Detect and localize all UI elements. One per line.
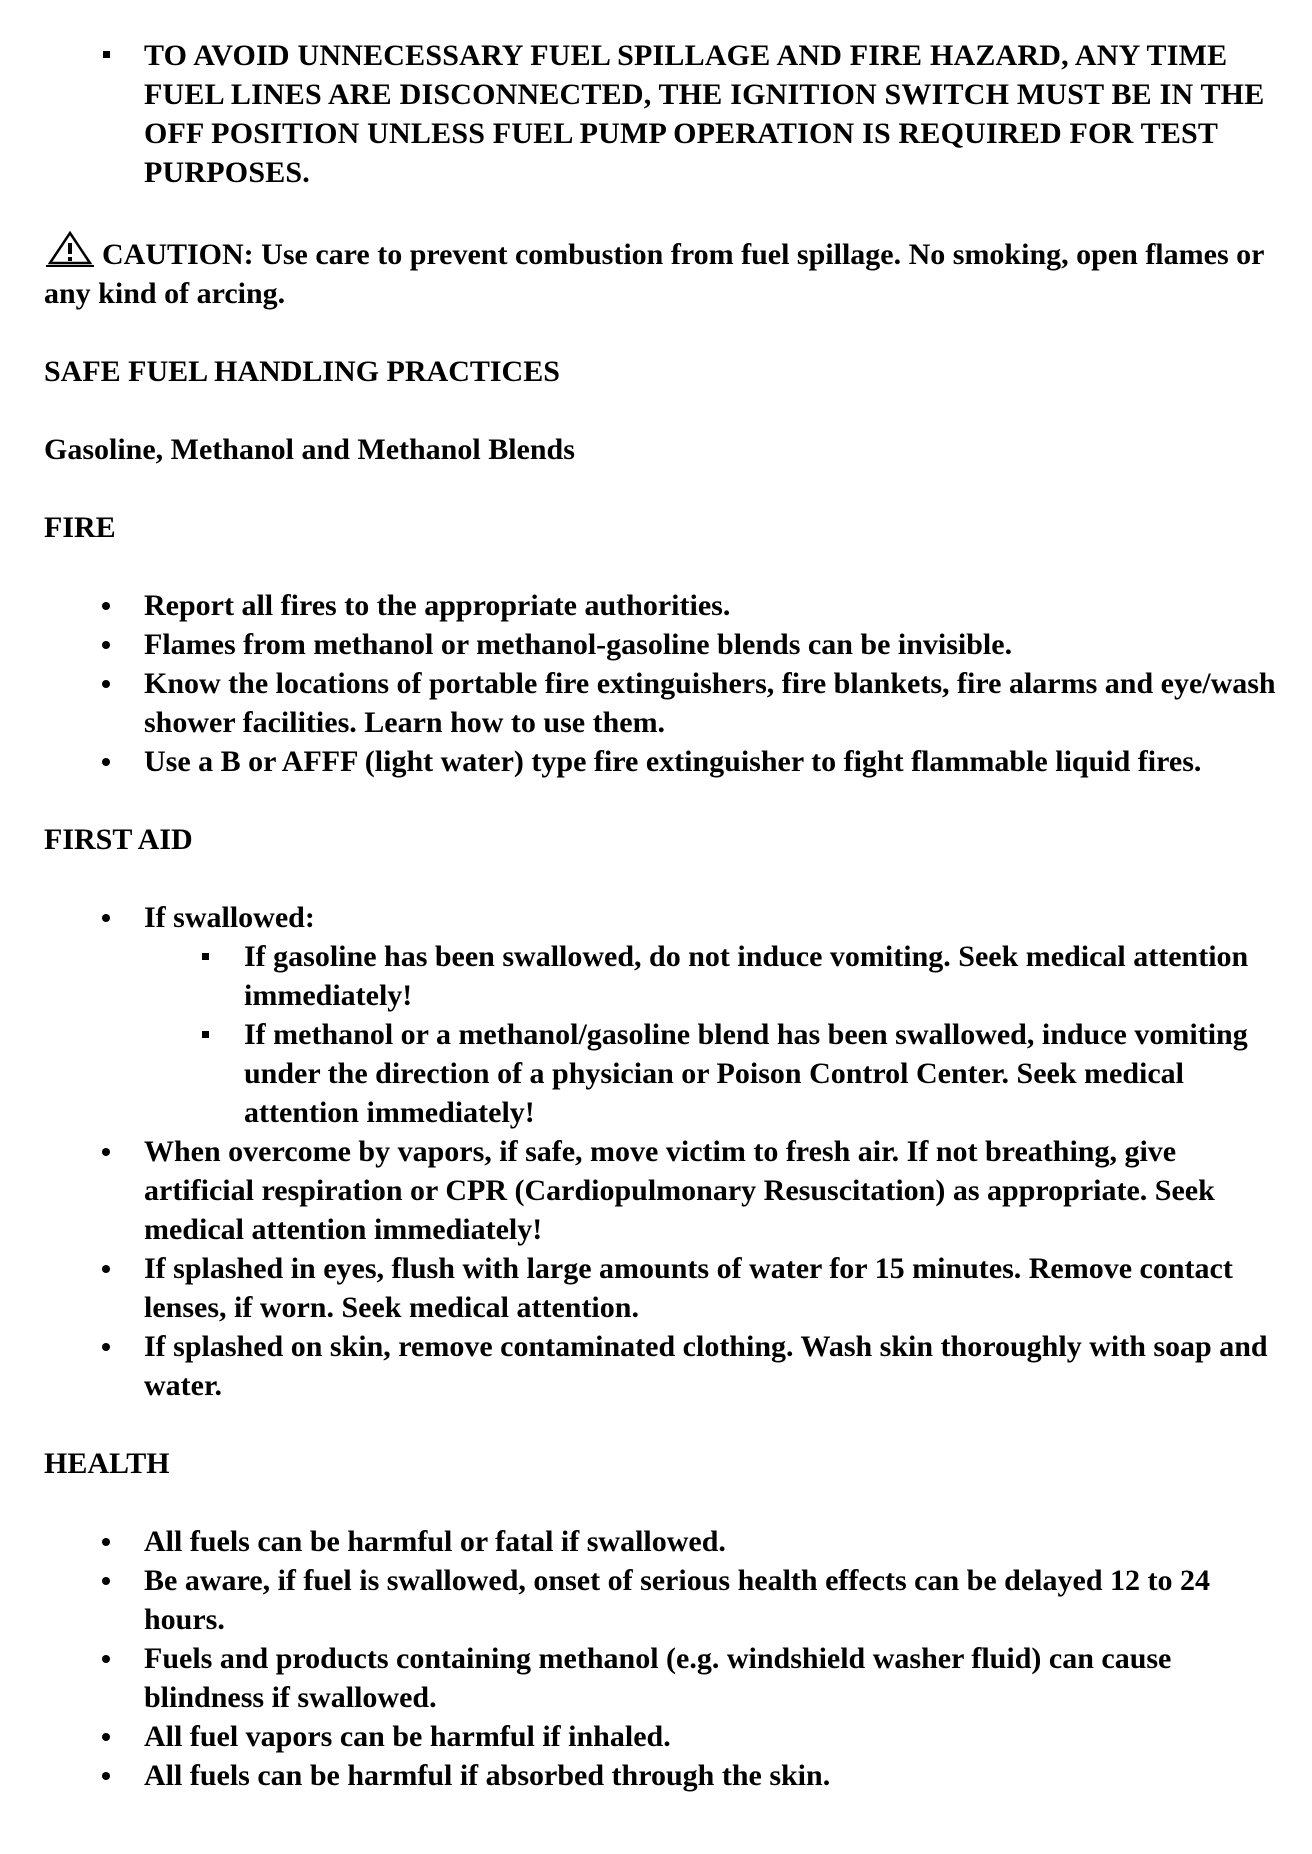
fire-heading: FIRE <box>44 511 116 544</box>
sub-list-item: If gasoline has been swallowed, do not induce vomiting. Seek medical attention immediately! <box>144 937 1284 1015</box>
list-item: All fuels can be harmful or fatal if swallowed. <box>44 1522 1284 1561</box>
list-item: Be aware, if fuel is swallowed, onset of serious health effects can be delayed 12 to 24 hours. <box>44 1561 1284 1639</box>
warning-bullet: TO AVOID UNNECESSARY FUEL SPILLAGE AND FIRE HAZARD, ANY TIME FUEL LINES ARE DISCONNECTED, THE IGNITION SWITCH MUST BE IN THE OFF POSITION UNLESS FUEL PUMP OPERATION IS REQUIRED FOR TEST PURPOSES. <box>44 36 1284 192</box>
section-subtitle: Gasoline, Methanol and Methanol Blends <box>44 433 575 466</box>
list-item: All fuels can be harmful if absorbed through the skin. <box>44 1756 1284 1795</box>
list-item: Use a B or AFFF (light water) type fire extinguisher to fight flammable liquid fires. <box>44 742 1284 781</box>
first-aid-list <box>44 898 1284 1405</box>
list-item: If splashed on skin, remove contaminated clothing. Wash skin thoroughly with soap and water. <box>44 1327 1284 1405</box>
caution-note <box>44 230 1284 313</box>
section-title: SAFE FUEL HANDLING PRACTICES <box>44 355 560 388</box>
list-item: All fuel vapors can be harmful if inhaled. <box>44 1717 1284 1756</box>
list-item: Fuels and products containing methanol (e.g. windshield washer fluid) can cause blindness if swallowed. <box>44 1639 1284 1717</box>
health-list <box>44 1522 1284 1795</box>
first-aid-heading: FIRST AID <box>44 823 193 856</box>
list-item: Report all fires to the appropriate authorities. <box>44 586 1284 625</box>
list-item: Know the locations of portable fire extinguishers, fire blankets, fire alarms and eye/wash shower facilities. Learn how to use them. <box>44 664 1284 742</box>
document-page <box>44 36 1284 1795</box>
list-item <box>44 898 1284 1132</box>
list-item: If splashed in eyes, flush with large amounts of water for 15 minutes. Remove contact lenses, if worn. Seek medical attention. <box>44 1249 1284 1327</box>
warning-triangle-icon <box>44 230 96 268</box>
list-item: When overcome by vapors, if safe, move victim to fresh air. If not breathing, give artificial respiration or CPR (Cardiopulmonary Resuscitation) as appropriate. Seek medical attention immediately! <box>44 1132 1284 1249</box>
sub-list-item: If methanol or a methanol/gasoline blend has been swallowed, induce vomiting under the direction of a physician or Poison Control Center. Seek medical attention immediately! <box>144 1015 1284 1132</box>
fire-list <box>44 586 1284 781</box>
swallowed-label: If swallowed: <box>144 901 315 934</box>
health-heading: HEALTH <box>44 1447 170 1480</box>
caution-text: CAUTION: Use care to prevent combustion from fuel spillage. No smoking, open flames or any kind of arcing. <box>44 238 1264 310</box>
list-item: Flames from methanol or methanol-gasoline blends can be invisible. <box>44 625 1284 664</box>
swallowed-sublist <box>144 937 1284 1132</box>
